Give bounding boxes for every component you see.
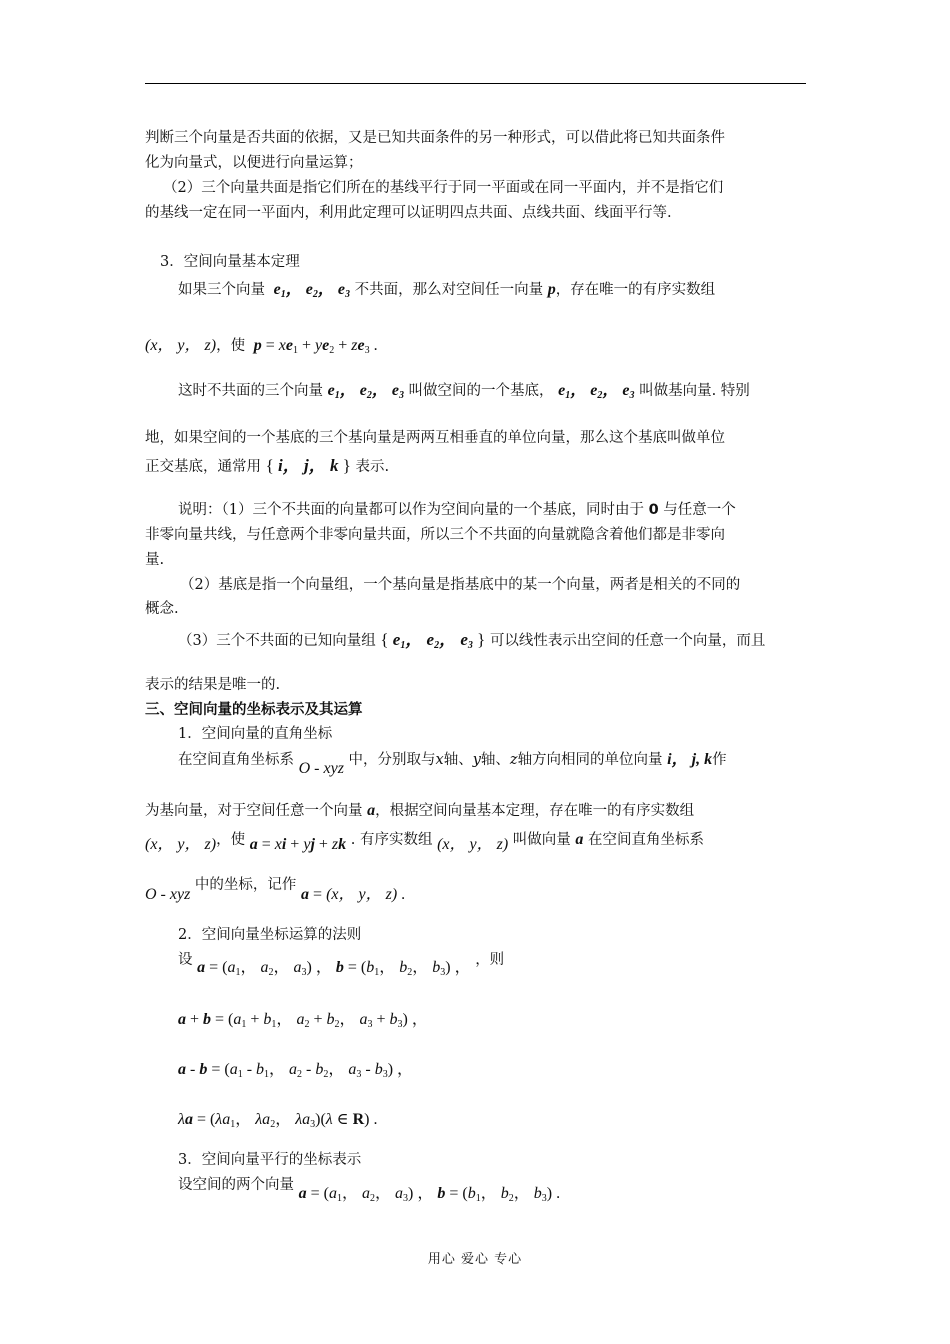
theorem-line: 如果三个向量 $e_1$， $e_2$， $e_3$ 不共面，那么对空间任一向量 p，存在唯一的有序实数组 [178,281,716,300]
subsection-title: 1．空间向量的直角坐标 [178,726,333,742]
theorem-formula-line: (x， y， z)，使 $p = xe_1 + ye_2 + ze_3$ . [145,337,378,356]
header-rule [145,83,806,84]
coordinate-line: (x， y， z)，使 a = xi + yj + zk . 有序实数组 (x， y， z) 叫做向量 a 在空间直角坐标系 [145,831,705,853]
page-footer: 用心 爱心 专心 [427,1252,523,1267]
formula-addition: $a + b = (a_1 + b_1$， $a_2 + b_2$， $a_3 + b_3$) ， [178,1011,428,1030]
basis-line: 这时不共面的三个向量 $e_1$， $e_2$， $e_3$ 叫做空间的一个基底， $e_1$， $e_2$， $e_3$ 叫做基向量. 特别 [178,382,750,401]
subsection-title: 2．空间向量坐标运算的法则 [178,927,362,943]
subsection-title: 3．空间向量基本定理 [160,254,300,270]
paragraph-line: 化为向量式，以便进行向量运算； [145,155,363,171]
paragraph-line: 正交基底，通常用 { i， j， k } 表示. [145,456,390,475]
coordinate-line: 在空间直角坐标系 O - xyz 中，分别取与x轴、y轴、z轴方向相同的单位向量 i， j, k作 [178,751,727,777]
note-line: 量. [145,552,165,568]
formula-scalar: $\lambda a = (\lambda a_1$， $\lambda a_2$， $\lambda a_3)(\lambda$ ∈ R) . [178,1111,378,1130]
formula-line: 设空间的两个向量 $a = (a_1$， $a_2$， $a_3$) ， $b = (b_1$， $b_2$， $b_3$) . [178,1177,561,1204]
note-line: 非零向量共线，与任意两个非零向量共面，所以三个不共面的向量就隐含着他们都是非零向 [145,527,725,543]
formula-line: 设 $a = (a_1$， $a_2$， $a_3$) ， $b = (b_1$， $b_2$， $b_3$) ， ，则 [178,952,505,978]
note-line: 表示的结果是唯一的. [145,677,281,693]
coordinate-line: O - xyz 中的坐标，记作 a = (x， y， z) . [145,877,406,903]
note-line: （3）三个不共面的已知向量组 { $e_1$， $e_2$， $e_3$ } 可以线性表示出空间的任意一个向量，而且 [178,630,766,651]
paragraph-line: （2）三个向量共面是指它们所在的基线平行于同一平面或在同一平面内，并不是指它们 [163,180,724,196]
note-line: 说明：（1）三个不共面的向量都可以作为空间向量的一个基底，同时由于 0 与任意一个 [178,502,736,518]
paragraph-line: 判断三个向量是否共面的依据，又是已知共面条件的另一种形式，可以借此将已知共面条件 [145,130,725,146]
note-line: 概念. [145,601,179,617]
note-line: （2）基底是指一个向量组，一个基向量是指基底中的某一个向量，两者是相关的不同的 [180,577,741,593]
paragraph-line: 的基线一定在同一平面内，利用此定理可以证明四点共面、点线共面、线面平行等. [145,205,672,221]
subsection-title: 3．空间向量平行的坐标表示 [178,1152,362,1168]
paragraph-line: 地，如果空间的一个基底的三个基向量是两两互相垂直的单位向量，那么这个基底叫做单位 [145,430,725,446]
formula-subtraction: $a - b = (a_1 - b_1$， $a_2 - b_2$， $a_3 - b_3$) ， [178,1061,414,1080]
paragraph-line: 为基向量，对于空间任意一个向量 a，根据空间向量基本定理，存在唯一的有序实数组 [145,802,695,819]
ordered-triple: (x， y， z) [145,337,217,354]
section-heading: 三、空间向量的坐标表示及其运算 [145,702,363,718]
